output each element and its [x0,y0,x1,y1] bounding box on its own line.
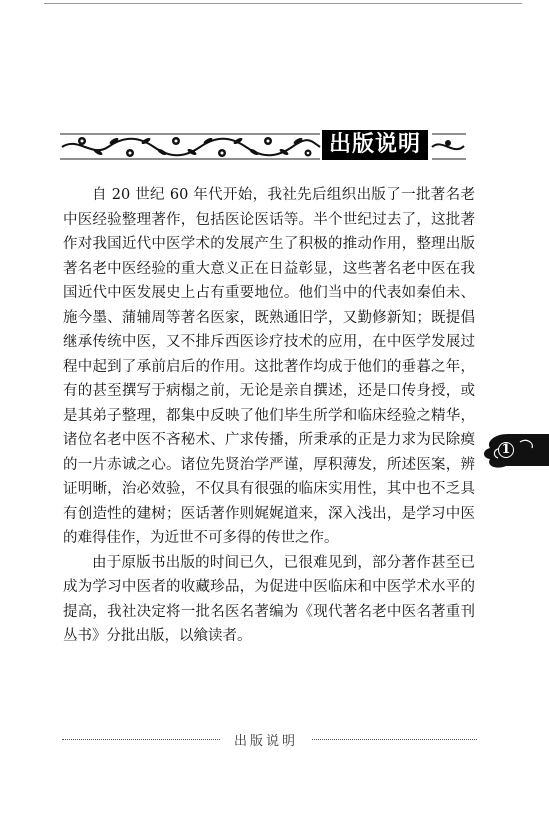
footer-dotted-rule-left [62,739,220,740]
top-border-line [44,3,522,4]
footer-dotted-rule-right [312,739,477,740]
paragraph-2: 由于原版书出版的时间已久，已很难见到，部分著作甚至已成为学习中医者的收藏珍品，为促进中医临床和中医学术水平的提高，我社决定将一批名医名著编为《现代著名老中医名著重刊丛书》分批出版，以飨读者。 [63,554,475,644]
footer [62,728,477,752]
paragraph-1: 自 20 世纪 60 年代开始，我社先后组织出版了一批著名老中医经验整理著作，包括医论医话等。半个世纪过去了，这批著作对我国近代中医学术的发展产生了积极的推动作用，整理出版著名老中医经验的重大意义正在日益彰显，这些著名老中医在我国近代中医发展史上占有重要地位。他们当中的代表如秦伯未、施今墨、蒲辅周等著名医家，既熟通旧学，又勤修新知；既提倡继承传统中医，又不排斥西医诊疗技术的应用，在中医学发展过程中起到了承前启后的作用。这批著作均成于他们的垂暮之年，有的甚至撰写于病榻之前，无论是亲自撰述，还是口传身授，或是其弟子整理，都集中反映了他们毕生所学和临床经验之精华，诸位名老中医不吝秘术、广求传播，所秉承的正是力求为民除瘼的一片赤诚之心。诸位先贤治学严谨，厚积薄发，所述医案，辨证明晰，治必效验，不仅具有很强的临床实用性，其中也不乏具有创造性的建树；医话著作则娓娓道来，深入浅出，是学习中医的难得佳作，为近世不可多得的传世之作。 [63,187,475,546]
running-title: 出版说明 [233,734,298,749]
section-title: 出版说明 [322,130,428,160]
page-number: 1 [501,442,511,457]
body-text [63,183,475,649]
